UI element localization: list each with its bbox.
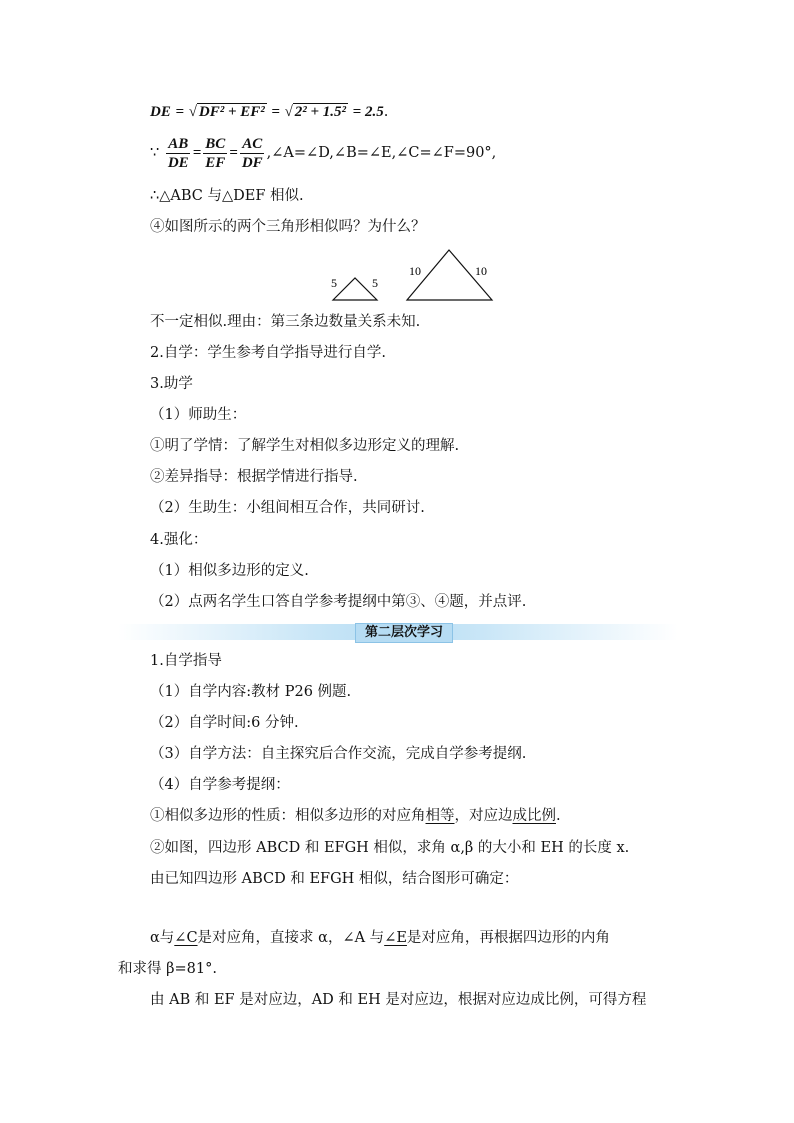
triangles-figure bbox=[325, 245, 505, 305]
question-4: ④如图所示的两个三角形相似吗？为什么？ bbox=[150, 219, 426, 235]
example-question: ②如图，四边形 ABCD 和 EFGH 相似，求角 α,β 的大小和 EH 的长度 x. bbox=[150, 840, 630, 856]
formula-de-dot: . bbox=[383, 104, 389, 120]
example-angles-line: α与∠C是对应角，直接求 α，∠A 与∠E是对应角，再根据四边形的内角 bbox=[150, 930, 610, 946]
answer-4: 不一定相似.理由：第三条边数量关系未知. bbox=[150, 314, 421, 330]
answer-angle-c: ∠C bbox=[174, 930, 198, 946]
answer-equal: 相等 bbox=[425, 808, 455, 824]
formula-ratio: ∵ $\frac{AB}{DE}$ = $\frac{BC}{EF}$ = $\frac{AC}{DF}$ ,∠A=∠D,∠B=∠E,∠C=∠F=90°, bbox=[150, 135, 497, 171]
fraction-bc-ef: $\frac{BC}{EF}$ bbox=[205, 135, 226, 171]
fraction-ab-de: $\frac{AB}{DE}$ bbox=[167, 135, 189, 171]
example-intro: 由已知四边形 ABCD 和 EFGH 相似，结合图形可确定： bbox=[150, 871, 519, 887]
small-triangle-right-label: 5 bbox=[372, 276, 378, 290]
answer-proportional: 成比例 bbox=[512, 808, 556, 824]
guide-1: 1.自学指导 bbox=[150, 653, 222, 669]
formula-de-eq2: = bbox=[271, 104, 280, 120]
formula-de-lhs: DE bbox=[150, 104, 171, 120]
small-triangle-left-label: 5 bbox=[331, 276, 337, 290]
step-3-2: （2）生助生：小组间相互合作，共同研讨. bbox=[150, 500, 425, 516]
formula-de-radicand2: 2² + 1.5² bbox=[294, 104, 347, 120]
answer-angle-e: ∠E bbox=[384, 930, 407, 946]
property-line: ①相似多边形的性质：相似多边形的对应角相等，对应边成比例. bbox=[150, 808, 561, 824]
guide-1-4: （4）自学参考提纲： bbox=[150, 777, 290, 793]
step-4-2: （2）点两名学生口答自学参考提纲中第③、④题，并点评. bbox=[150, 594, 527, 610]
step-3-1b: ②差异指导：根据学情进行指导. bbox=[150, 469, 358, 485]
step-4: 4.强化： bbox=[150, 532, 208, 548]
guide-1-2: （2）自学时间:6 分钟. bbox=[150, 715, 299, 731]
step-3: 3.助学 bbox=[150, 376, 193, 392]
because-symbol: ∵ bbox=[150, 145, 160, 161]
step-3-1: （1）师助生： bbox=[150, 407, 247, 423]
example-beta: 和求得 β=81°. bbox=[118, 961, 217, 977]
large-triangle-left-label: 10 bbox=[409, 264, 421, 278]
guide-1-1: （1）自学内容:教材 P26 例题. bbox=[150, 684, 352, 700]
therefore-line: ∴△ABC 与△DEF 相似. bbox=[150, 188, 304, 204]
formula-de-result: = 2.5 bbox=[352, 104, 384, 120]
fraction-ac-df: $\frac{AC}{DF}$ bbox=[241, 135, 263, 171]
step-4-1: （1）相似多边形的定义. bbox=[150, 563, 309, 579]
step-2: 2.自学：学生参考自学指导进行自学. bbox=[150, 345, 386, 361]
formula-de-eq1: = bbox=[175, 104, 185, 120]
formula-de-radicand1: DF² + EF² bbox=[198, 104, 265, 120]
formula-de: DE = √ DF² + EF² = √ 2² + 1.5² = 2.5. bbox=[150, 104, 389, 120]
guide-1-3: （3）自学方法：自主探究后合作交流，完成自学参考提纲. bbox=[150, 746, 527, 762]
step-3-1a: ①明了学情：了解学生对相似多边形定义的理解. bbox=[150, 438, 460, 454]
section-banner-title: 第二层次学习 bbox=[355, 623, 453, 643]
small-triangle bbox=[333, 278, 377, 300]
angle-equalities: ,∠A=∠D,∠B=∠E,∠C=∠F=90°, bbox=[266, 145, 497, 161]
large-triangle-right-label: 10 bbox=[475, 264, 487, 278]
example-sides: 由 AB 和 EF 是对应边，AD 和 EH 是对应边，根据对应边成比例，可得方程 bbox=[150, 992, 647, 1008]
